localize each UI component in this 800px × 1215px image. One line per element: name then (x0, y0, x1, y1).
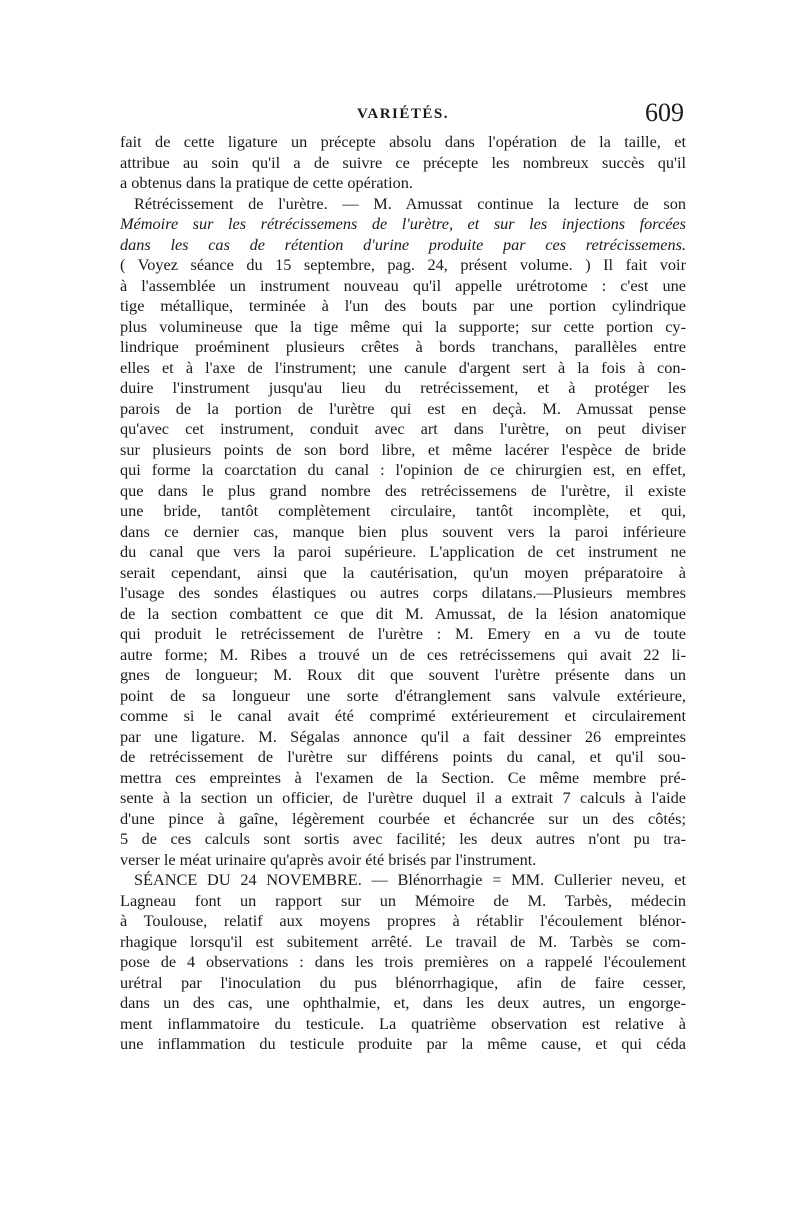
text-line: qui forme la coarctation du canal : l'opinion de ce chirurgien est, en effet, (120, 460, 686, 479)
text-line: de retrécissement de l'urètre sur différens points du canal, et qu'il sou- (120, 747, 686, 766)
text-line: a obtenus dans la pratique de cette opération. (120, 173, 413, 192)
text-line: du canal que vers la paroi supérieure. L'application de cet instrument ne (120, 542, 686, 561)
text-line: par une ligature. M. Ségalas annonce qu'il a fait dessiner 26 empreintes (120, 726, 686, 746)
text-line: autre forme; M. Ribes a trouvé un de ces retrécissemens qui avait 22 li- (120, 644, 686, 664)
text-line: parois de la portion de l'urètre qui est en deçà. M. Amussat pense (120, 398, 686, 418)
text-line: Lagneau font un rapport sur un Mémoire de M. Tarbès, médecin (120, 890, 686, 910)
text-line: plus volumineuse que la tige même qui la supporte; sur cette portion cy- (120, 316, 686, 336)
text-line: fait de cette ligature un précepte absolu dans l'opération de la taille, et (120, 132, 686, 151)
text-line: duire l'instrument jusqu'au lieu du retrécissement, et à protéger les (120, 378, 686, 397)
text-line: mettra ces empreintes à l'examen de la Section. Ce même membre pré- (120, 767, 686, 787)
text-line: point de sa longueur une sorte d'étranglement sans valvule extérieure, (120, 685, 686, 705)
text-line: elles et à l'axe de l'instrument; une canule d'argent sert à la fois à con- (120, 357, 686, 377)
text-line: lindrique proéminent plusieurs crêtes à bords tranchans, parallèles entre (120, 337, 686, 356)
text-line: dans ce dernier cas, manque bien plus souvent vers la paroi inférieure (120, 521, 686, 541)
text-line: à l'assemblée un instrument nouveau qu'il appelle urétrotome : c'est une (120, 275, 686, 295)
page-number: 609 (645, 98, 684, 127)
text-line: serait cependant, ainsi que la cautérisation, qu'un moyen préparatoire à (120, 562, 686, 582)
text-line: ment inflammatoire du testicule. La quatrième observation est relative à (120, 1013, 686, 1033)
text-line: une bride, tantôt complètement circulaire, tantôt incomplète, et qui, (120, 501, 686, 520)
text-line: rhagique lorsqu'il est subitement arrêté. Le travail de M. Tarbès se com- (120, 931, 686, 951)
text-line: dans un des cas, une ophthalmie, et, dans les deux autres, un engorge- (120, 993, 686, 1012)
text-line: qu'avec cet instrument, conduit avec art dans l'urètre, on peut diviser (120, 419, 686, 438)
section-heading-line: SÉANCE DU 24 NOVEMBRE. — Blénorrhagie = MM. Cullerier neveu, et (134, 870, 686, 889)
text-line: pose de 4 observations : dans les trois premières on a rappelé l'écoulement (120, 952, 686, 971)
text-line: Mémoire sur les rétrécissemens de l'urètre, et sur les injections forcées (120, 214, 686, 233)
running-head (122, 100, 684, 134)
text-line: comme si le canal avait été comprimé extérieurement et circulairement (120, 706, 686, 725)
text-line: l'usage des sondes élastiques ou autres corps dilatans.—Plusieurs membres (120, 583, 686, 602)
text-line: 5 de ces calculs sont sortis avec facilité; les deux autres n'ont pu tra- (120, 829, 686, 848)
text-line: gnes de longueur; M. Roux dit que souvent l'urètre présente dans un (120, 665, 686, 684)
text-line: sente à la section un officier, de l'urètre duquel il a extrait 7 calculs à l'aide (120, 788, 686, 807)
text-line: de la section combattent ce que dit M. Amussat, de la lésion anatomique (120, 603, 686, 623)
section-heading-line: Rétrécissement de l'urètre. — M. Amussat continue la lecture de son (134, 193, 686, 213)
text-line: à Toulouse, relatif aux moyens propres à rétablir l'écoulement blénor- (120, 911, 686, 930)
text-line: ( Voyez séance du 15 septembre, pag. 24, présent volume. ) Il fait voir (120, 255, 686, 274)
body-text (120, 132, 686, 1055)
text-line: attribue au soin qu'il a de suivre ce précepte les nombreux succès qu'il (120, 152, 686, 172)
running-title: VARIÉTÉS. (356, 106, 449, 122)
text-line: urétral par l'inoculation du pus blénorrhagique, afin de faire cesser, (120, 972, 686, 992)
text-line: dans les cas de rétention d'urine produite par ces retrécissemens. (120, 234, 686, 254)
text-line: une inflammation du testicule produite par la même cause, et qui céda (120, 1034, 686, 1053)
text-line: sur plusieurs points de son bord libre, et même lacérer l'espèce de bride (120, 439, 686, 459)
text-line: qui produit le retrécissement de l'urètre : M. Emery en a vu de toute (120, 624, 686, 643)
text-line: que dans le plus grand nombre des retrécissemens de l'urètre, il existe (120, 480, 686, 500)
text-line: tige métallique, terminée à l'un des bouts par une portion cylindrique (120, 296, 686, 315)
text-line: verser le méat urinaire qu'après avoir été brisés par l'instrument. (120, 849, 537, 869)
text-line: d'une pince à gaîne, légèrement courbée et échancrée sur un des côtés; (120, 808, 686, 828)
